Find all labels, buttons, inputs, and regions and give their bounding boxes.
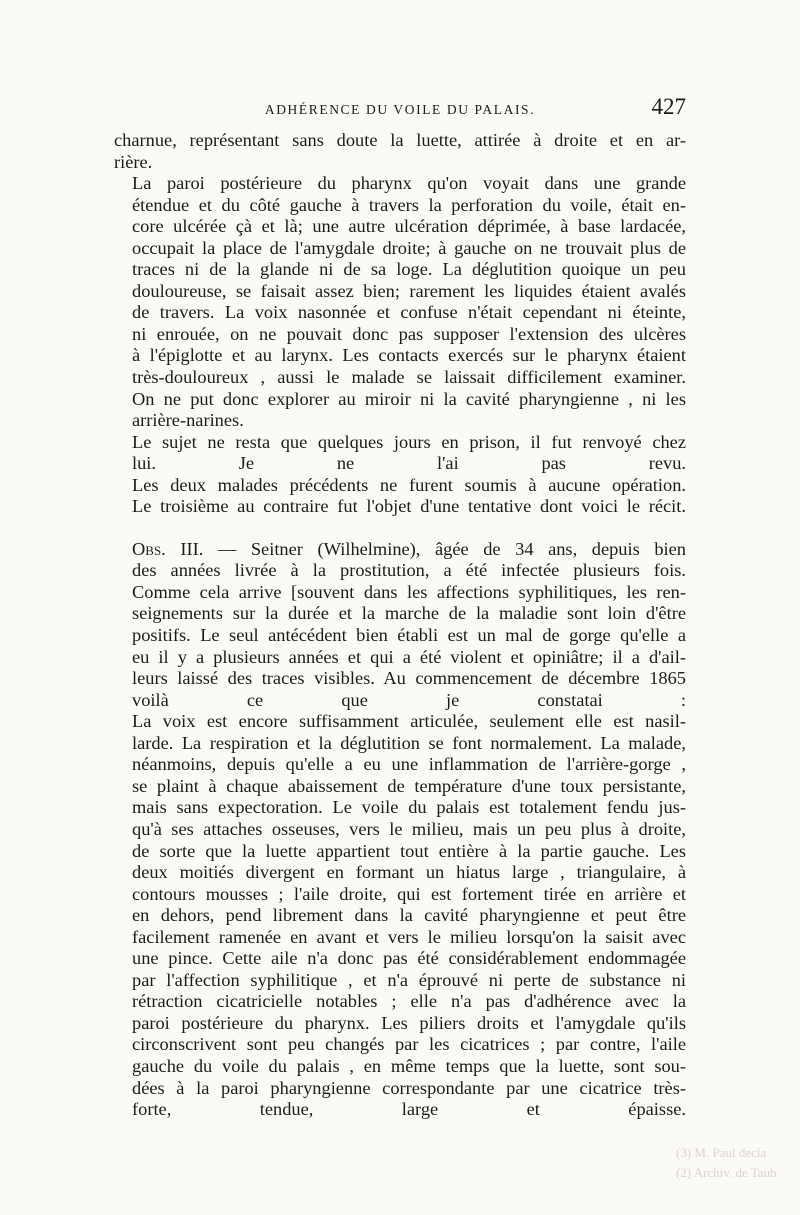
running-title: ADHÉRENCE DU VOILE DU PALAIS. — [264, 102, 536, 117]
text-line: Le sujet ne resta que quelques jours en prison, il fut renvoyé chez — [132, 431, 686, 452]
text-line: arrière-narines. — [132, 410, 244, 431]
text-line: ni enrouée, on ne pouvait donc pas supposer l'extension des ulcères — [132, 323, 686, 344]
paragraph-2 — [114, 173, 686, 432]
text-line: charnue, représentant sans doute la luette, attirée à droite et en ar- — [114, 130, 686, 150]
text-line: une pince. Cette aile n'a donc pas été considérablement endommagée — [132, 948, 686, 969]
text-line: qu'à ses attaches osseuses, vers le milieu, mais un peu plus à droite, — [132, 818, 686, 839]
text-line: Les deux malades précédents ne furent soumis à aucune opération. — [132, 474, 686, 495]
text-line: très-douloureux , aussi le malade se laissait difficilement examiner. — [132, 367, 686, 388]
text-line — [114, 539, 686, 561]
text-line: de sorte que la luette appartient tout entière à la partie gauche. Les — [132, 840, 686, 861]
text-line: larde. La respiration et la déglutition se font normalement. La malade, — [132, 732, 686, 753]
text-line: de travers. La voix nasonnée et confuse n'était cependant ni éteinte, — [132, 302, 686, 323]
paragraph-4 — [114, 475, 686, 518]
text-line: dées à la paroi pharyngienne correspondante par une cicatrice très- — [132, 1077, 686, 1098]
paragraph-3 — [114, 432, 686, 475]
text-line: douloureuse, se faisait assez bien; rarement les liquides étaient avalés — [132, 280, 686, 301]
page-number: 427 — [651, 94, 686, 119]
body-text — [114, 130, 686, 1121]
text-line: néanmoins, depuis qu'elle a eu une inflammation de l'arrière-gorge , — [132, 754, 686, 775]
text-line: voilà ce que je constatai : — [132, 689, 686, 710]
text-line: mais sans expectoration. Le voile du palais est totalement fendu jus- — [132, 797, 686, 818]
text-line: rétraction cicatricielle notables ; elle n'a pas d'adhérence avec la — [132, 991, 686, 1012]
observation-paragraph — [114, 539, 686, 711]
text-line: se plaint à chaque abaissement de température d'une toux persistante, — [132, 775, 686, 796]
text-line: des années livrée à la prostitution, a été infectée plusieurs fois. — [132, 560, 686, 581]
text-line: contours mousses ; l'aile droite, qui est fortement tirée en arrière et — [132, 883, 686, 904]
text-line: positifs. Le seul antécédent bien établi est un mal de gorge qu'elle a — [132, 625, 686, 646]
text-line: par l'affection syphilitique , et n'a éprouvé ni perte de substance ni — [132, 969, 686, 990]
show-through-text — [676, 1145, 777, 1185]
text-line: facilement ramenée en avant et vers le milieu lorsqu'on la saisit avec — [132, 926, 686, 947]
text-line: rière. — [114, 151, 153, 172]
show-through-line: (2) Archiv. de Taub — [676, 1165, 777, 1180]
paragraph-6 — [114, 711, 686, 1120]
text-line: occupait la place de l'amygdale droite; à gauche on ne trouvait plus de — [132, 237, 686, 258]
text-line: eu il y a plusieurs années et qui a été violent et opiniâtre; il a d'ail- — [132, 646, 686, 667]
text-line: à l'épiglotte et au larynx. Les contacts exercés sur le pharynx étaient — [132, 345, 686, 366]
text-line: étendue et du côté gauche à travers la perforation du voile, était en- — [132, 194, 686, 215]
text-line: La paroi postérieure du pharynx qu'on voyait dans une grande — [132, 173, 686, 194]
text-line: seignements sur la durée et la marche de la maladie sont loin d'être — [132, 603, 686, 624]
show-through-line: (3) M. Paul decla — [676, 1145, 767, 1160]
text-line: core ulcérée çà et là; une autre ulcération déprimée, à base lardacée, — [132, 216, 686, 237]
text-line: leurs laissé des traces visibles. Au commencement de décembre 1865 — [132, 668, 686, 689]
text-line: deux moitiés divergent en formant un hiatus large , triangulaire, à — [132, 862, 686, 883]
text-line: gauche du voile du palais , en même temps que la luette, sont sou- — [132, 1055, 686, 1076]
observation-label: Obs. III. — [132, 538, 204, 559]
running-header — [114, 94, 686, 122]
text-line: traces ni de la glande ni de sa loge. La déglutition quoique un peu — [132, 259, 686, 280]
text-line: Le troisième au contraire fut l'objet d'une tentative dont voici le récit. — [132, 496, 686, 517]
text-line: forte, tendue, large et épaisse. — [132, 1099, 686, 1120]
text-line-content: — Seitner (Wilhelmine), âgée de 34 ans, depuis bien — [203, 538, 686, 559]
text-line: Comme cela arrive [souvent dans les affections syphilitiques, les ren- — [132, 581, 686, 602]
paragraph-1 — [114, 130, 686, 173]
text-line: La voix est encore suffisamment articulée, seulement elle est nasil- — [132, 711, 686, 732]
text-line: en dehors, pend librement dans la cavité pharyngienne et peut être — [132, 905, 686, 926]
text-line: lui. Je ne l'ai pas revu. — [132, 453, 686, 474]
text-line: circonscrivent sont peu changés par les cicatrices ; par contre, l'aile — [132, 1034, 686, 1055]
text-line: paroi postérieure du pharynx. Les piliers droits et l'amygdale qu'ils — [132, 1012, 686, 1033]
text-line: On ne put donc explorer au miroir ni la cavité pharyngienne , ni les — [132, 388, 686, 409]
